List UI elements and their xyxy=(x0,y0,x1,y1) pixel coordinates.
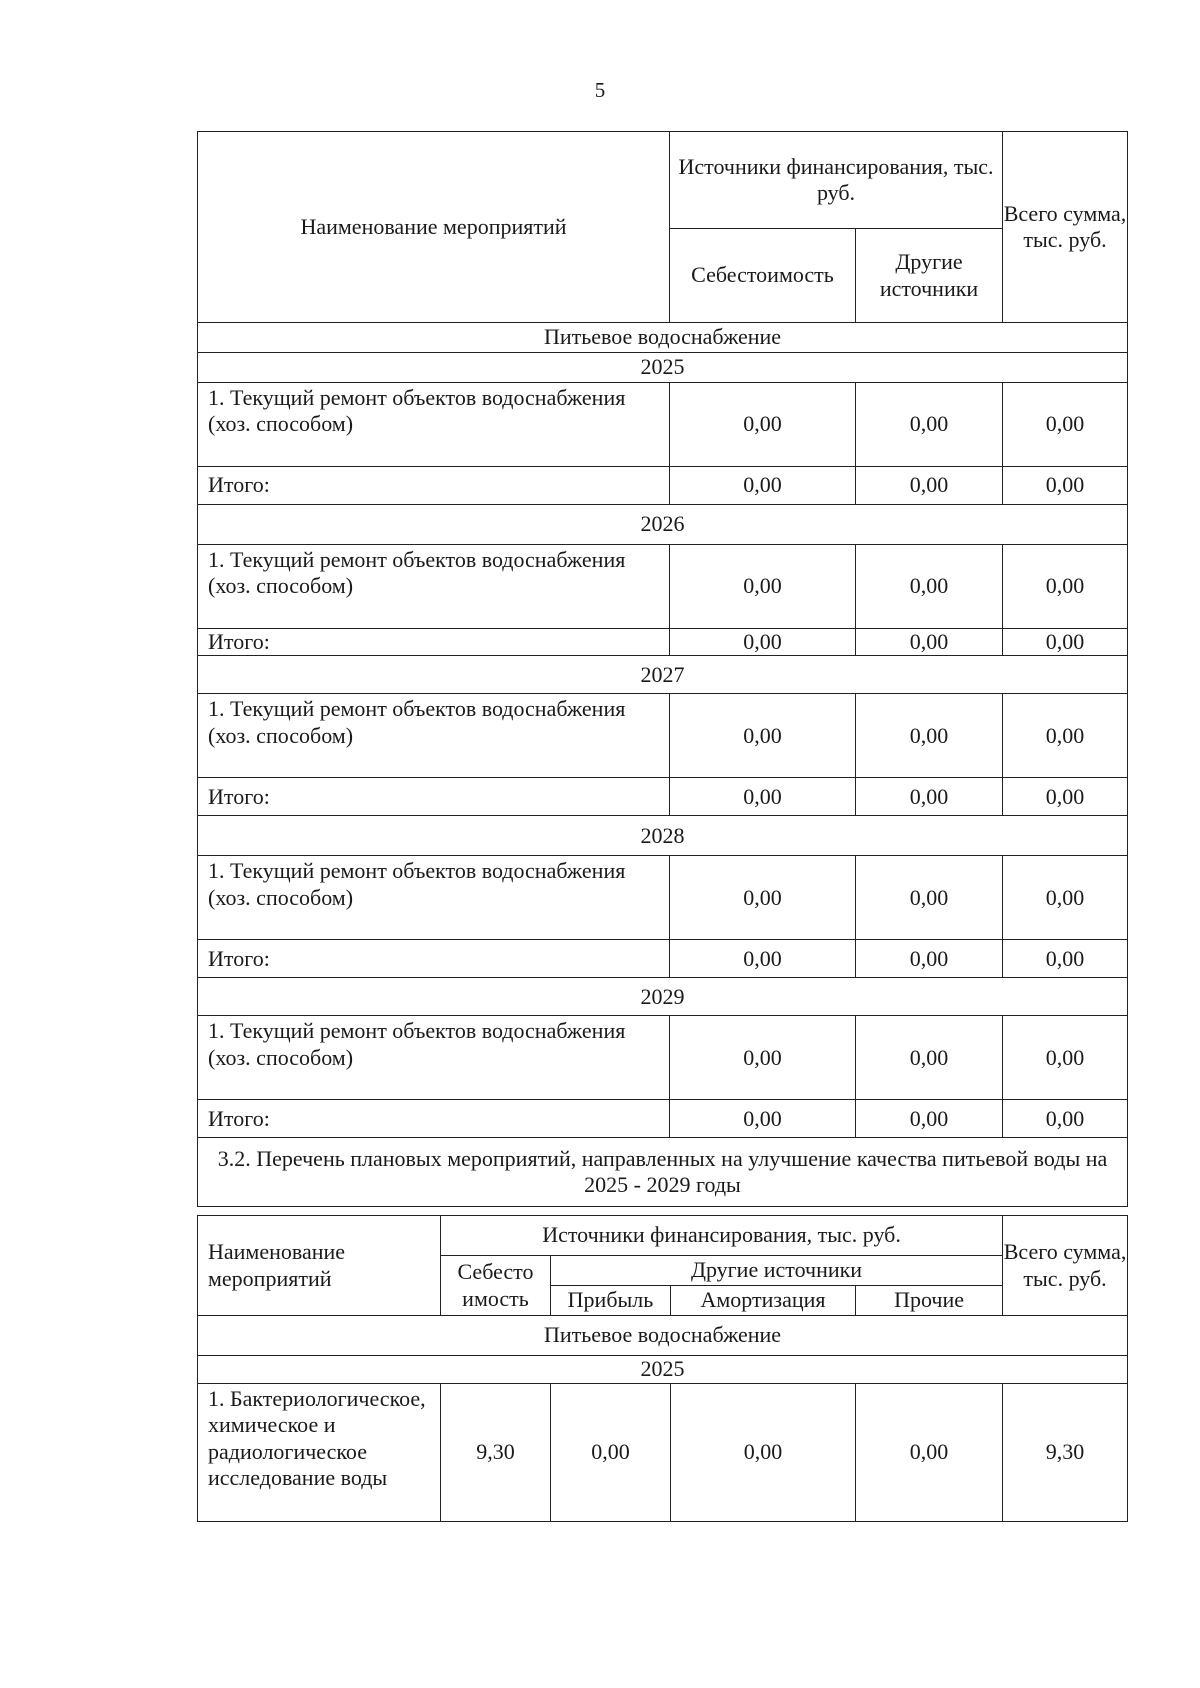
item-name: 1. Текущий ремонт объектов водоснабжения (хоз. способом) xyxy=(198,856,670,940)
header-cost: Себесто имость xyxy=(441,1256,551,1316)
total-label: Итого: xyxy=(198,1100,670,1138)
sum-cost: 0,00 xyxy=(670,629,856,656)
total-value: 0,00 xyxy=(1003,545,1128,629)
other-value: 0,00 xyxy=(856,383,1003,467)
table-row xyxy=(198,1384,1128,1522)
header-name: Наименование мероприятий xyxy=(198,1216,441,1316)
item-name: 1. Текущий ремонт объектов водоснабжения (хоз. способом) xyxy=(198,1016,670,1100)
other-value: 0,00 xyxy=(856,856,1003,940)
section-heading: 3.2. Перечень плановых мероприятий, направленных на улучшение качества питьевой воды на 2025 - 2029 годы xyxy=(198,1138,1128,1207)
item-name: 1. Текущий ремонт объектов водоснабжения (хоз. способом) xyxy=(198,545,670,629)
sum-cost: 0,00 xyxy=(670,467,856,505)
header-sources: Источники финансирования, тыс. руб. xyxy=(441,1216,1003,1256)
page-number: 5 xyxy=(594,78,606,102)
total-row xyxy=(198,778,1128,816)
header-profit: Прибыль xyxy=(551,1286,671,1316)
table-row xyxy=(198,1016,1128,1100)
total-row xyxy=(198,629,1128,656)
other-value: 0,00 xyxy=(856,1384,1003,1522)
cost-value: 0,00 xyxy=(670,1016,856,1100)
sum-other: 0,00 xyxy=(856,629,1003,656)
sum-total: 0,00 xyxy=(1003,467,1128,505)
section-title: Питьевое водоснабжение xyxy=(198,1316,1128,1356)
sum-other: 0,00 xyxy=(856,1100,1003,1138)
total-row xyxy=(198,940,1128,978)
year-header: 2025 xyxy=(198,353,1128,383)
sum-total: 0,00 xyxy=(1003,629,1128,656)
total-label: Итого: xyxy=(198,629,670,656)
section-title: Питьевое водоснабжение xyxy=(198,323,1128,353)
header-other: Прочие xyxy=(856,1286,1003,1316)
cost-value: 0,00 xyxy=(670,856,856,940)
sum-cost: 0,00 xyxy=(670,940,856,978)
table-row xyxy=(198,694,1128,778)
header-total: Всего сумма, тыс. руб. xyxy=(1003,1216,1128,1316)
year-header: 2027 xyxy=(198,656,1128,694)
profit-value: 0,00 xyxy=(551,1384,671,1522)
item-name: 1. Бактериологическое, химическое и радиологическое исследование воды xyxy=(198,1384,441,1522)
header-sources: Источники финансирования, тыс. руб. xyxy=(670,132,1003,229)
sum-cost: 0,00 xyxy=(670,778,856,816)
sum-other: 0,00 xyxy=(856,778,1003,816)
cost-value: 0,00 xyxy=(670,694,856,778)
item-name: 1. Текущий ремонт объектов водоснабжения (хоз. способом) xyxy=(198,694,670,778)
year-header: 2026 xyxy=(198,505,1128,545)
total-value: 9,30 xyxy=(1003,1384,1128,1522)
total-value: 0,00 xyxy=(1003,383,1128,467)
cost-value: 0,00 xyxy=(670,383,856,467)
total-value: 0,00 xyxy=(1003,856,1128,940)
sum-total: 0,00 xyxy=(1003,778,1128,816)
other-value: 0,00 xyxy=(856,1016,1003,1100)
sum-other: 0,00 xyxy=(856,940,1003,978)
table-row xyxy=(198,856,1128,940)
total-value: 0,00 xyxy=(1003,1016,1128,1100)
header-amortization: Амортизация xyxy=(671,1286,856,1316)
total-row xyxy=(198,1100,1128,1138)
sum-other: 0,00 xyxy=(856,467,1003,505)
table-row xyxy=(198,383,1128,467)
item-name: 1. Текущий ремонт объектов водоснабжения (хоз. способом) xyxy=(198,383,670,467)
sum-total: 0,00 xyxy=(1003,1100,1128,1138)
year-header: 2025 xyxy=(198,1356,1128,1384)
year-header: 2028 xyxy=(198,816,1128,856)
other-value: 0,00 xyxy=(856,545,1003,629)
total-label: Итого: xyxy=(198,940,670,978)
funding-table-water-quality xyxy=(197,1215,1128,1522)
funding-table-water-supply xyxy=(197,131,1128,1207)
header-other-sources: Другие источники xyxy=(551,1256,1003,1286)
total-label: Итого: xyxy=(198,467,670,505)
header-cost: Себестоимость xyxy=(670,229,856,323)
total-label: Итого: xyxy=(198,778,670,816)
amortization-value: 0,00 xyxy=(671,1384,856,1522)
header-total: Всего сумма, тыс. руб. xyxy=(1003,132,1128,323)
sum-cost: 0,00 xyxy=(670,1100,856,1138)
other-value: 0,00 xyxy=(856,694,1003,778)
year-header: 2029 xyxy=(198,978,1128,1016)
total-row xyxy=(198,467,1128,505)
header-other: Другие источники xyxy=(856,229,1003,323)
sum-total: 0,00 xyxy=(1003,940,1128,978)
table-row xyxy=(198,545,1128,629)
cost-value: 9,30 xyxy=(441,1384,551,1522)
cost-value: 0,00 xyxy=(670,545,856,629)
total-value: 0,00 xyxy=(1003,694,1128,778)
header-name: Наименование мероприятий xyxy=(198,132,670,323)
